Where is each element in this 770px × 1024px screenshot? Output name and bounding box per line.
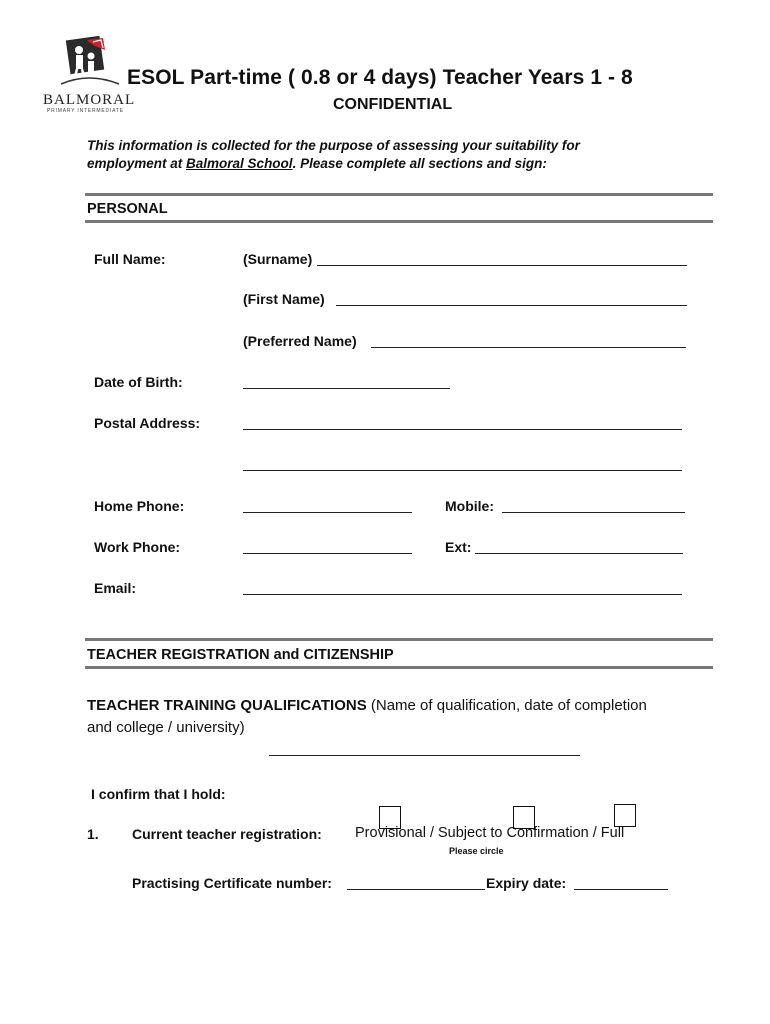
ext-field[interactable] [475, 553, 683, 554]
personal-heading: PERSONAL [87, 201, 168, 217]
qualifications-description: (Name of qualification, date of completion [366, 697, 647, 714]
practising-certificate-field[interactable] [347, 889, 485, 890]
full-name-label: Full Name: [94, 251, 166, 267]
item-number-1: 1. [87, 826, 99, 842]
first-name-field[interactable] [336, 305, 687, 306]
school-crest-icon [43, 36, 135, 92]
home-phone-label: Home Phone: [94, 498, 185, 514]
intro-line-2 [87, 155, 580, 173]
registration-heading: TEACHER REGISTRATION and CITIZENSHIP [87, 647, 394, 663]
qualifications-line-1 [87, 695, 647, 717]
confidential-subtitle: CONFIDENTIAL [333, 96, 453, 113]
postal-address-label: Postal Address: [94, 415, 201, 431]
expiry-date-field[interactable] [574, 889, 668, 890]
logo-wordmark: BALMORAL [43, 92, 136, 108]
surname-field[interactable] [317, 265, 687, 266]
practising-certificate-label: Practising Certificate number: [132, 875, 332, 891]
postal-address-field-1[interactable] [243, 429, 682, 430]
preferred-name-label: (Preferred Name) [243, 333, 357, 349]
qualifications-field[interactable] [269, 755, 580, 756]
mobile-field[interactable] [502, 512, 685, 513]
full-registration-checkbox[interactable] [614, 804, 636, 827]
school-name-link: Balmoral School [186, 156, 293, 171]
registration-section-header [85, 638, 713, 670]
intro-line-2-suffix: . Please complete all sections and sign: [292, 156, 547, 171]
registration-options: Provisional / Subject to Confirmation / Full [355, 825, 625, 841]
email-field[interactable] [243, 594, 682, 595]
dob-field[interactable] [243, 388, 450, 389]
home-phone-field[interactable] [243, 512, 412, 513]
expiry-date-label: Expiry date: [486, 875, 567, 891]
ext-label: Ext: [445, 539, 472, 555]
please-circle-note: Please circle [449, 846, 504, 856]
preferred-name-field[interactable] [371, 347, 686, 348]
intro-line-1: This information is collected for the purpose of assessing your suitability for [87, 138, 580, 153]
surname-label: (Surname) [243, 251, 313, 267]
work-phone-label: Work Phone: [94, 539, 181, 555]
qualifications-line-2: and college / university) [87, 719, 245, 736]
postal-address-field-2[interactable] [243, 470, 682, 471]
first-name-label: (First Name) [243, 291, 325, 307]
intro-line-2-prefix: employment at [87, 156, 187, 171]
confirm-label: I confirm that I hold: [91, 786, 226, 802]
personal-section-header [85, 193, 713, 225]
current-registration-label: Current teacher registration: [132, 826, 322, 842]
qualifications-text [87, 695, 647, 739]
qualifications-heading: TEACHER TRAINING QUALIFICATIONS [87, 697, 367, 714]
email-label: Email: [94, 580, 137, 596]
work-phone-field[interactable] [243, 553, 412, 554]
intro-text [87, 137, 580, 173]
school-logo [43, 36, 135, 116]
logo-tagline: PRIMARY INTERMEDIATE [47, 108, 124, 114]
mobile-label: Mobile: [445, 498, 494, 514]
dob-label: Date of Birth: [94, 374, 183, 390]
page-title: ESOL Part-time ( 0.8 or 4 days) Teacher Years 1 - 8 [127, 66, 633, 89]
